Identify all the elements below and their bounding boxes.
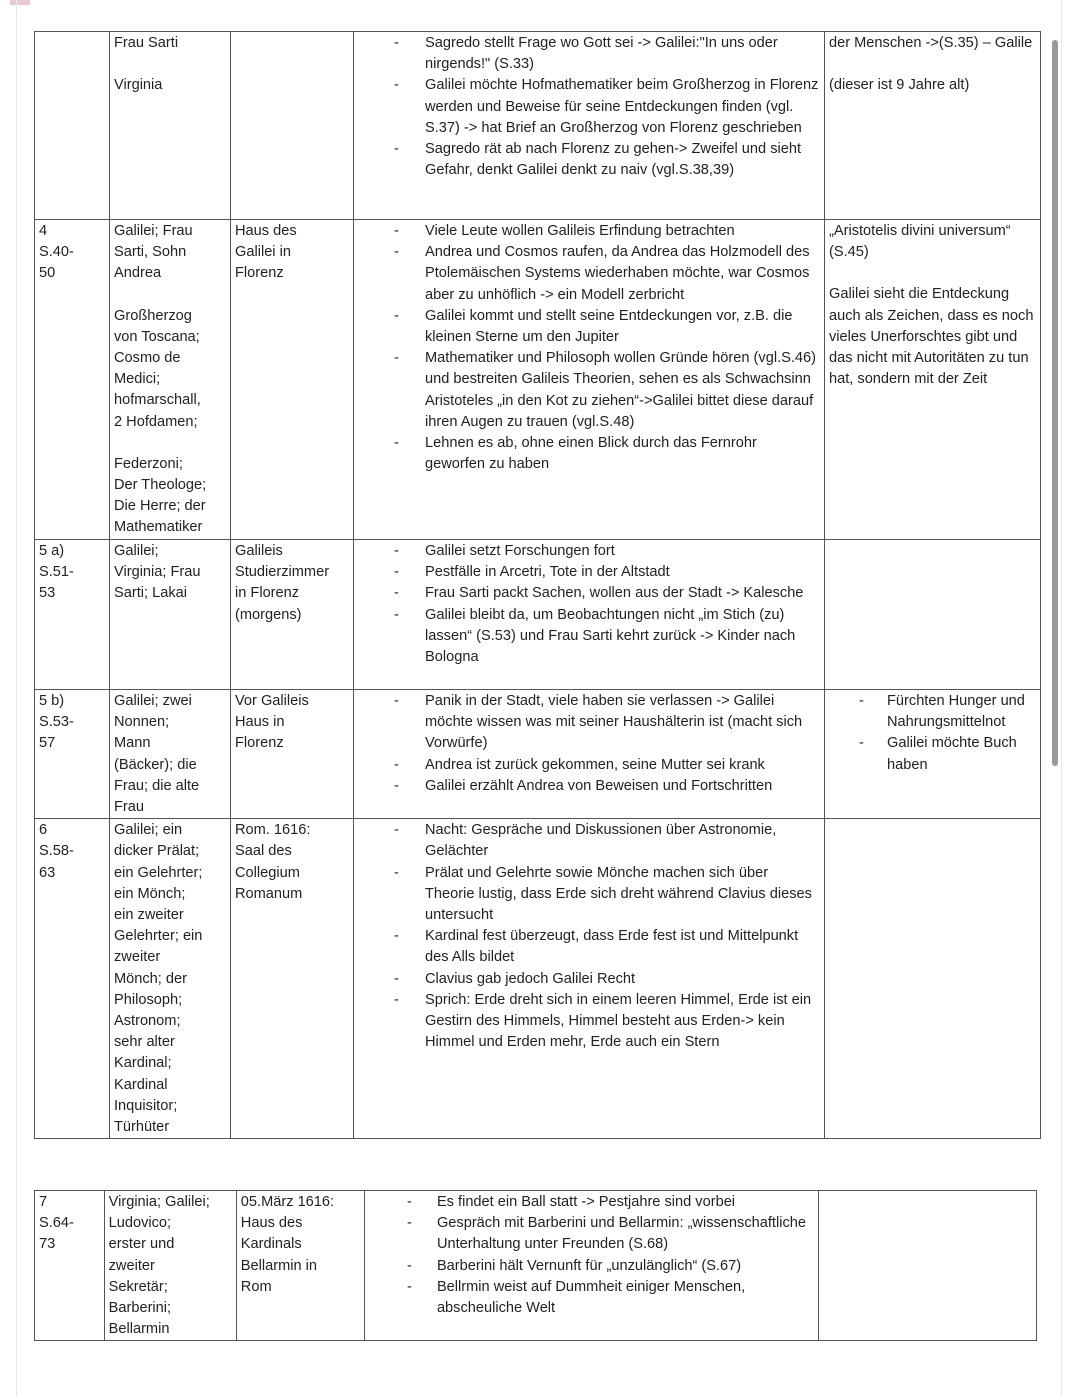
place-line: Haus in [235, 714, 285, 731]
persons-line: 2 Hofdamen; [114, 413, 198, 430]
notes-line: der Menschen ->(S.35) – Galile [829, 35, 1033, 51]
persons-line: Virginia; Galilei; [108, 1194, 210, 1210]
characters-cell [110, 819, 231, 1139]
persons-line: Sekretär; [108, 1278, 168, 1295]
content-list [369, 1192, 814, 1319]
notes_list-list [829, 691, 1036, 776]
place-cell [231, 540, 354, 690]
content-item: - Nacht: Gespräche und Diskussionen über Astronomie, Gelächter [358, 820, 820, 862]
nr-line: 4 [39, 223, 48, 239]
persons-line: (Bäcker); die [114, 756, 197, 773]
place-line: Romanum [235, 885, 303, 902]
persons-line: Mönch; der [114, 970, 188, 987]
content-cell [354, 690, 825, 819]
content-list [358, 221, 820, 475]
content-item: - Galilei bleibt da, um Beobachtungen nicht „im Stich (zu) lassen“ (S.53) und Frau Sarti kehrt zurück -> Kinder nach Bologna [358, 605, 820, 669]
content-item: - Pestfälle in Arcetri, Tote in der Altstadt [358, 562, 820, 583]
content-item: - Andrea ist zurück gekommen, seine Mutter sei krank [358, 755, 820, 776]
place-line: (morgens) [235, 606, 302, 623]
place-line: Bellarmin in [240, 1257, 318, 1274]
content-item: - Barberini hält Vernunft für „unzulänglich“ (S.67) [369, 1256, 814, 1277]
nr-line: 5 a) [39, 543, 65, 559]
nr-line: 7 [39, 1194, 48, 1210]
persons-line: Virginia [114, 77, 163, 94]
content-item: - Prälat und Gelehrte sowie Mönche machen sich über Theorie lustig, dass Erde sich dreht während Clavius dieses untersucht [358, 863, 820, 927]
content-cell [354, 220, 825, 540]
content-item: - Kardinal fest überzeugt, dass Erde fest ist und Mittelpunkt des Alls bildet [358, 926, 820, 968]
persons-line: Sarti; Lakai [114, 585, 188, 602]
place-line: 05.März 1616: [240, 1194, 335, 1210]
persons-line: Mathematiker [114, 519, 203, 536]
nr-line: 57 [39, 735, 56, 752]
notes-line: Galilei sieht die Entdeckung auch als Zeichen, dass es noch vieles Unerforschtes gibt und das nicht mit Autoritäten zu tun hat, sondern mit der Zeit [829, 286, 1034, 388]
nr-line: 73 [39, 1236, 56, 1253]
content-cell [354, 819, 825, 1139]
scene-number-cell [35, 1191, 105, 1341]
place-cell [231, 819, 354, 1139]
notes-line: „Aristotelis divini universum“ (S.45) [829, 223, 1011, 261]
place-line: Saal des [235, 843, 292, 860]
nr-line: S.51- [39, 564, 74, 581]
scene-number-cell [35, 690, 110, 819]
persons-line: Nonnen; [114, 714, 170, 731]
content-list [358, 541, 820, 668]
content-item: - Galilei setzt Forschungen fort [358, 541, 820, 562]
notes_list-item: - Galilei möchte Buch haben [829, 733, 1036, 775]
blank-line [114, 433, 226, 454]
place-line: Rom [240, 1278, 272, 1295]
content-item: - Frau Sarti packt Sachen, wollen aus der Stadt -> Kalesche [358, 583, 820, 604]
scene-number-cell [35, 540, 110, 690]
corner-mark [10, 0, 30, 5]
scene-row [35, 1191, 1037, 1341]
place-line: Studierzimmer [235, 564, 330, 581]
nr-line: 5 b) [39, 693, 65, 709]
persons-line: von Toscana; [114, 328, 200, 345]
persons-line: Ludovico; [108, 1215, 172, 1232]
persons-line: Sarti, Sohn [114, 244, 187, 261]
content-list [358, 820, 820, 1053]
notes-cell [825, 819, 1041, 1139]
content-item: - Sprich: Erde dreht sich in einem leeren Himmel, Erde ist ein Gestirn des Himmels, Himmel besteht aus Erden-> kein Himmel und Erden mehr, Erde auch ein Stern [358, 990, 820, 1054]
nr-line: S.40- [39, 244, 74, 261]
place-line: Haus des [235, 223, 297, 239]
persons-line: Galilei; [114, 543, 159, 559]
persons-line: Philosoph; [114, 991, 183, 1008]
place-line: Vor Galileis [235, 693, 309, 709]
content-item: - Bellrmin weist auf Dummheit einiger Menschen, abscheuliche Welt [369, 1277, 814, 1319]
page-edge-left [16, 0, 17, 1397]
persons-line: Die Herre; der [114, 498, 206, 515]
content-item: - Sagredo rät ab nach Florenz zu gehen-> Zweifel und sieht Gefahr, denkt Galilei denkt zu naiv (vgl.S.38,39) [358, 139, 820, 181]
scene-row [35, 819, 1041, 1139]
nr-line: 6 [39, 822, 48, 839]
persons-line: Türhüter [114, 1119, 170, 1136]
scene-row [35, 32, 1041, 220]
nr-line: 63 [39, 864, 56, 881]
content-cell [364, 1191, 818, 1341]
place-cell [231, 690, 354, 819]
persons-line: Der Theologe; [114, 477, 207, 494]
persons-line: Virginia; Frau [114, 564, 201, 581]
blank-line [114, 285, 226, 306]
persons-line: Kardinal [114, 1076, 168, 1093]
persons-line: Federzoni; [114, 455, 183, 472]
place-line: Florenz [235, 735, 284, 752]
persons-line: ein Mönch; [114, 885, 186, 902]
place-line: Haus des [240, 1215, 303, 1232]
nr-line: 50 [39, 265, 56, 282]
content-item: - Galilei kommt und stellt seine Entdeckungen vor, z.B. die kleinen Sterne um den Jupiter [358, 306, 820, 348]
content-item: - Es findet ein Ball statt -> Pestjahre sind vorbei [369, 1192, 814, 1213]
persons-line: Mann [114, 735, 151, 752]
notes-cell [819, 1191, 1037, 1341]
scene-table-continued [34, 1190, 1037, 1341]
persons-line: hofmarschall, [114, 392, 201, 409]
nr-line: S.58- [39, 843, 74, 860]
persons-line: Galilei; ein [114, 822, 183, 839]
persons-line: Großherzog [114, 307, 192, 324]
notes-cell [825, 32, 1041, 220]
nr-line: S.53- [39, 714, 74, 731]
content-item: - Clavius gab jedoch Galilei Recht [358, 969, 820, 990]
persons-line: Frau Sarti [114, 35, 179, 51]
characters-cell [110, 540, 231, 690]
content-item: - Lehnen es ab, ohne einen Blick durch das Fernrohr geworfen zu haben [358, 433, 820, 475]
place-line: Galileis [235, 543, 283, 559]
content-item: - Galilei möchte Hofmathematiker beim Großherzog in Florenz werden und Beweise für seine Entdeckungen finden (vgl. S.37) -> hat Brief an Großherzog von Florenz geschrieben [358, 75, 820, 139]
content-item: - Viele Leute wollen Galileis Erfindung betrachten [358, 221, 820, 242]
characters-cell [110, 690, 231, 819]
place-line: Galilei in [235, 244, 291, 261]
persons-line: Frau; die alte [114, 777, 200, 794]
place-cell [236, 1191, 364, 1341]
scene-row [35, 690, 1041, 819]
persons-line: Frau [114, 799, 145, 816]
notes-line: (dieser ist 9 Jahre alt) [829, 77, 970, 94]
persons-line: sehr alter [114, 1034, 175, 1051]
blank-line [829, 263, 1036, 284]
persons-line: ein Gelehrter; [114, 864, 203, 881]
characters-cell [110, 220, 231, 540]
persons-line: ein zweiter [114, 907, 184, 924]
scene-row [35, 220, 1041, 540]
place-line: Florenz [235, 265, 284, 282]
place-line: in Florenz [235, 585, 300, 602]
scene-number-cell [35, 819, 110, 1139]
persons-line: Barberini; [108, 1300, 172, 1317]
blank-line [829, 54, 1036, 75]
notes_list-item: - Fürchten Hunger und Nahrungsmittelnot [829, 691, 1036, 733]
place-cell [231, 220, 354, 540]
place-cell [231, 32, 354, 220]
persons-line: Kardinal; [114, 1055, 172, 1072]
place-line: Rom. 1616: [235, 822, 311, 839]
content-item: - Galilei erzählt Andrea von Beweisen und Fortschritten [358, 776, 820, 797]
place-line: Kardinals [240, 1236, 302, 1253]
content-list [358, 691, 820, 797]
persons-line: zweiter [108, 1257, 155, 1274]
persons-line: zweiter [114, 949, 161, 966]
scene-row [35, 540, 1041, 690]
persons-line: erster und [108, 1236, 175, 1253]
persons-line: Galilei; Frau [114, 223, 193, 239]
scene-table-continued-body [35, 1191, 1037, 1341]
scene-table-main [34, 31, 1041, 1139]
persons-line: Cosmo de [114, 350, 181, 367]
blank-line [114, 54, 226, 75]
persons-line: dicker Prälat; [114, 843, 200, 860]
characters-cell [104, 1191, 236, 1341]
persons-line: Galilei; zwei [114, 693, 192, 709]
content-list [358, 33, 820, 181]
notes-cell [825, 690, 1041, 819]
content-cell [354, 32, 825, 220]
place-line: Collegium [235, 864, 300, 881]
scene-number-cell [35, 220, 110, 540]
content-cell [354, 540, 825, 690]
content-item: - Panik in der Stadt, viele haben sie verlassen -> Galilei möchte wissen was mit seiner Haushälterin ist (macht sich Vorwürfe) [358, 691, 820, 755]
content-item: - Andrea und Cosmos raufen, da Andrea das Holzmodell des Ptolemäischen Systems wiederhaben möchte, war Cosmos aber zu unhöflich -> ein Modell zerbricht [358, 242, 820, 306]
persons-line: Inquisitor; [114, 1097, 178, 1114]
persons-line: Bellarmin [108, 1321, 170, 1338]
scene-table-main-body [35, 32, 1041, 1139]
nr-line: S.64- [39, 1215, 74, 1232]
persons-line: Astronom; [114, 1013, 181, 1030]
characters-cell [110, 32, 231, 220]
persons-line: Medici; [114, 371, 161, 388]
content-item: - Sagredo stellt Frage wo Gott sei -> Galilei:"In uns oder nirgends!" (S.33) [358, 33, 820, 75]
notes-cell [825, 220, 1041, 540]
vertical-scrollbar[interactable] [1052, 40, 1058, 766]
scene-number-cell [35, 32, 110, 220]
notes-cell [825, 540, 1041, 690]
persons-line: Andrea [114, 265, 162, 282]
page-edge-right [1061, 0, 1062, 1397]
content-item: - Gespräch mit Barberini und Bellarmin: „wissenschaftliche Unterhaltung unter Freunden (S.68) [369, 1213, 814, 1255]
persons-line: Gelehrter; ein [114, 928, 203, 945]
content-item: - Mathematiker und Philosoph wollen Gründe hören (vgl.S.46) und bestreiten Galileis Theorien, sehen es als Schwachsinn Aristoteles „in den Kot zu ziehen“->Galilei bittet diese darauf ihren Augen zu trauen (vgl.S.48) [358, 348, 820, 433]
nr-line: 53 [39, 585, 56, 602]
